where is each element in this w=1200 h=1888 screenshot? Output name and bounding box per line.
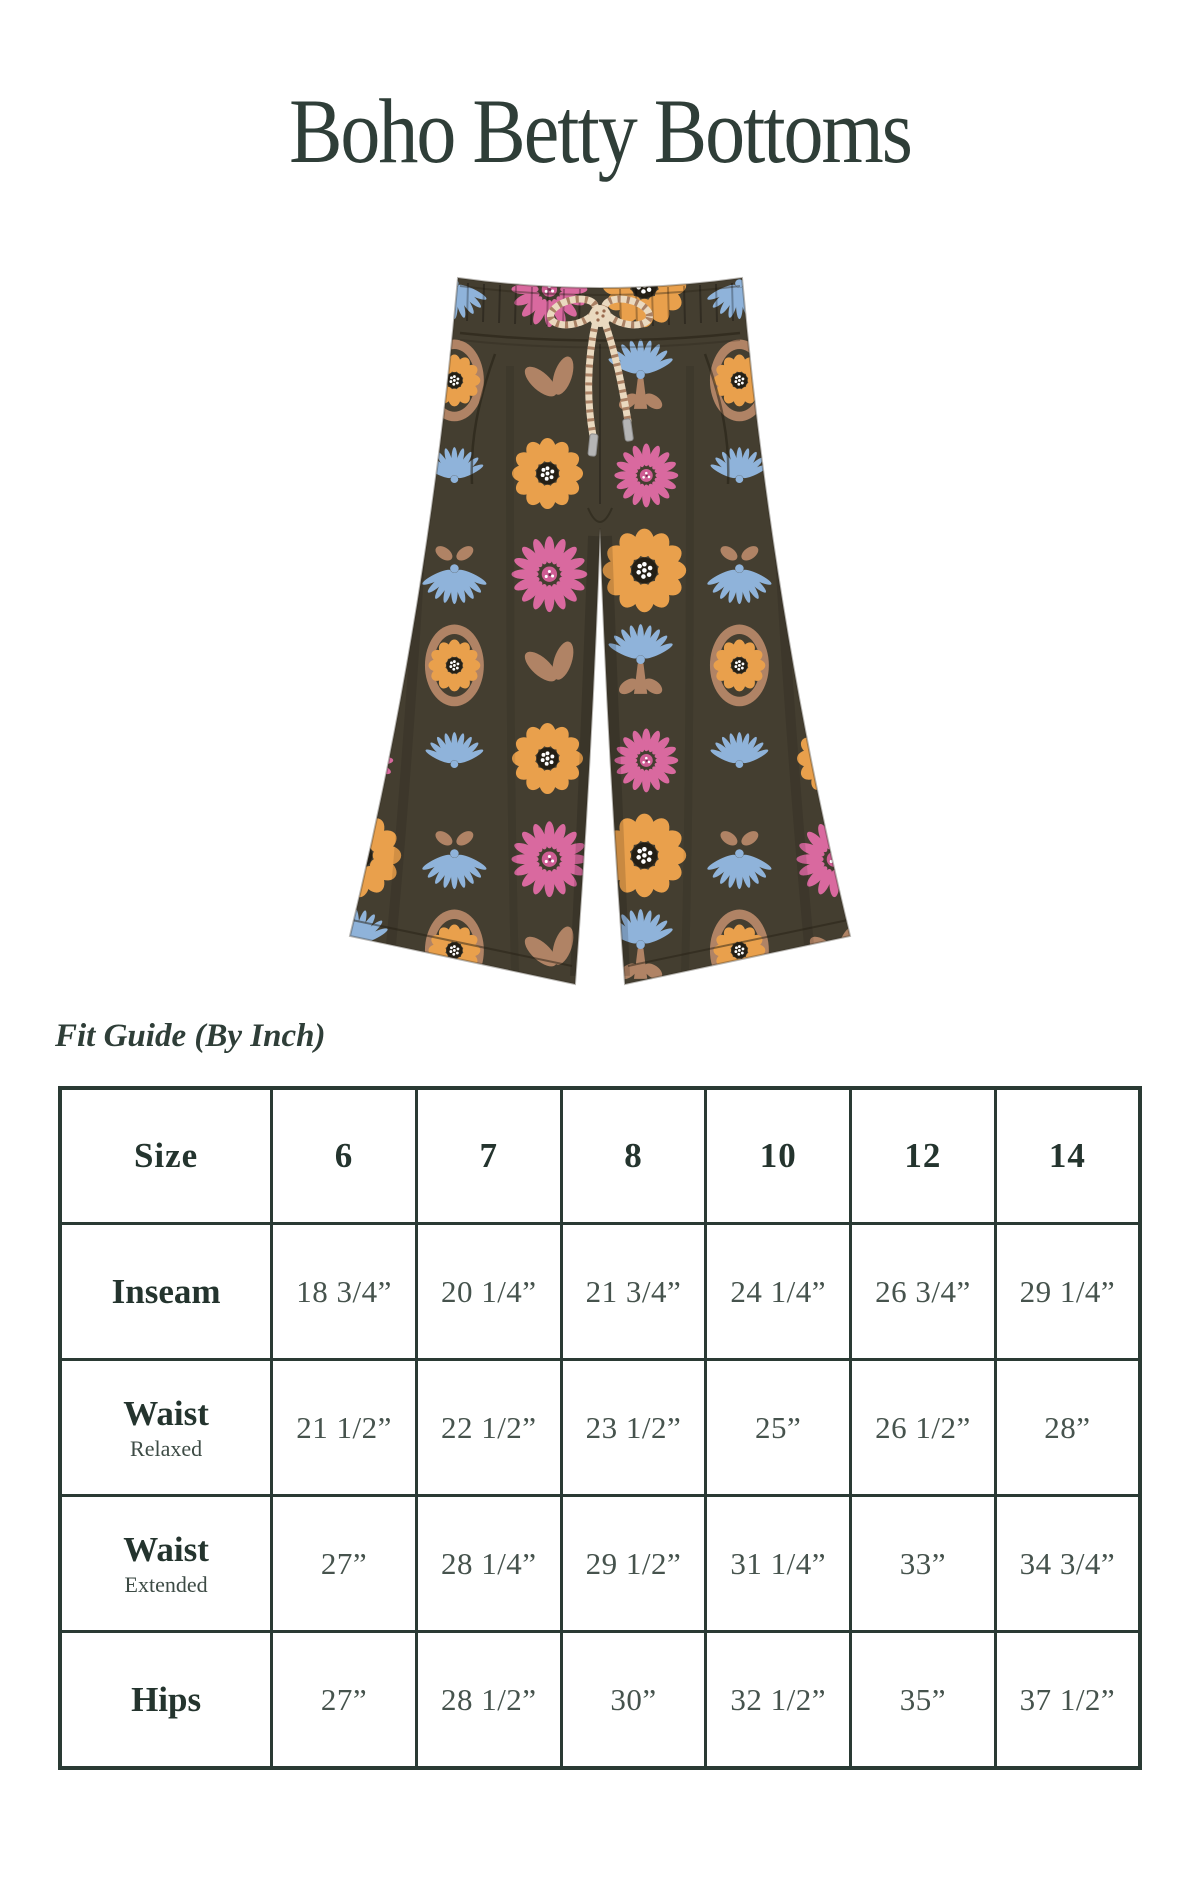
table-header-row (60, 1088, 1140, 1224)
value-cell: 31 1/4” (706, 1496, 851, 1632)
product-photo (0, 236, 1200, 996)
value-cell: 28” (995, 1360, 1140, 1496)
row-label-cell (60, 1224, 272, 1360)
size-guide-page (0, 81, 1200, 1888)
value-cell: 27” (272, 1496, 417, 1632)
table-row-inseam (60, 1224, 1140, 1360)
value-cell: 27” (272, 1632, 417, 1768)
value-cell: 30” (561, 1632, 706, 1768)
value-cell: 23 1/2” (561, 1360, 706, 1496)
value-cell: 24 1/4” (706, 1224, 851, 1360)
page-title: Boho Betty Bottoms (289, 81, 911, 183)
value-cell: 20 1/4” (416, 1224, 561, 1360)
drawstring-aglet (588, 434, 598, 457)
value-cell: 33” (851, 1496, 996, 1632)
row-label-cell (60, 1632, 272, 1768)
row-label-cell (60, 1360, 272, 1496)
header-cell: 14 (995, 1088, 1140, 1224)
value-cell: 26 1/2” (851, 1360, 996, 1496)
header-cell-size: Size (60, 1088, 272, 1224)
value-cell: 26 3/4” (851, 1224, 996, 1360)
header-cell: 6 (272, 1088, 417, 1224)
value-cell: 28 1/4” (416, 1496, 561, 1632)
row-label: Waist (123, 1393, 209, 1433)
header-cell: 8 (561, 1088, 706, 1224)
value-cell: 37 1/2” (995, 1632, 1140, 1768)
value-cell: 21 3/4” (561, 1224, 706, 1360)
value-cell: 29 1/2” (561, 1496, 706, 1632)
header-cell: 7 (416, 1088, 561, 1224)
value-cell: 32 1/2” (706, 1632, 851, 1768)
value-cell: 18 3/4” (272, 1224, 417, 1360)
row-sublabel: Extended (124, 1571, 208, 1597)
row-label: Waist (123, 1529, 209, 1569)
value-cell: 25” (706, 1360, 851, 1496)
row-sublabel: Relaxed (130, 1435, 203, 1461)
value-cell: 29 1/4” (995, 1224, 1140, 1360)
fit-guide-heading: Fit Guide (By Inch) (55, 1018, 326, 1054)
table-row-waist-relaxed (60, 1360, 1140, 1496)
table-row-waist-extended (60, 1496, 1140, 1632)
header-cell: 10 (706, 1088, 851, 1224)
value-cell: 21 1/2” (272, 1360, 417, 1496)
pants-illustration (310, 236, 890, 996)
row-label: Inseam (111, 1271, 221, 1311)
value-cell: 22 1/2” (416, 1360, 561, 1496)
value-cell: 35” (851, 1632, 996, 1768)
row-label-cell (60, 1496, 272, 1632)
value-cell: 34 3/4” (995, 1496, 1140, 1632)
value-cell: 28 1/2” (416, 1632, 561, 1768)
table-row-hips (60, 1632, 1140, 1768)
row-label: Hips (131, 1679, 202, 1719)
fit-guide-table (58, 1086, 1142, 1770)
header-cell: 12 (851, 1088, 996, 1224)
